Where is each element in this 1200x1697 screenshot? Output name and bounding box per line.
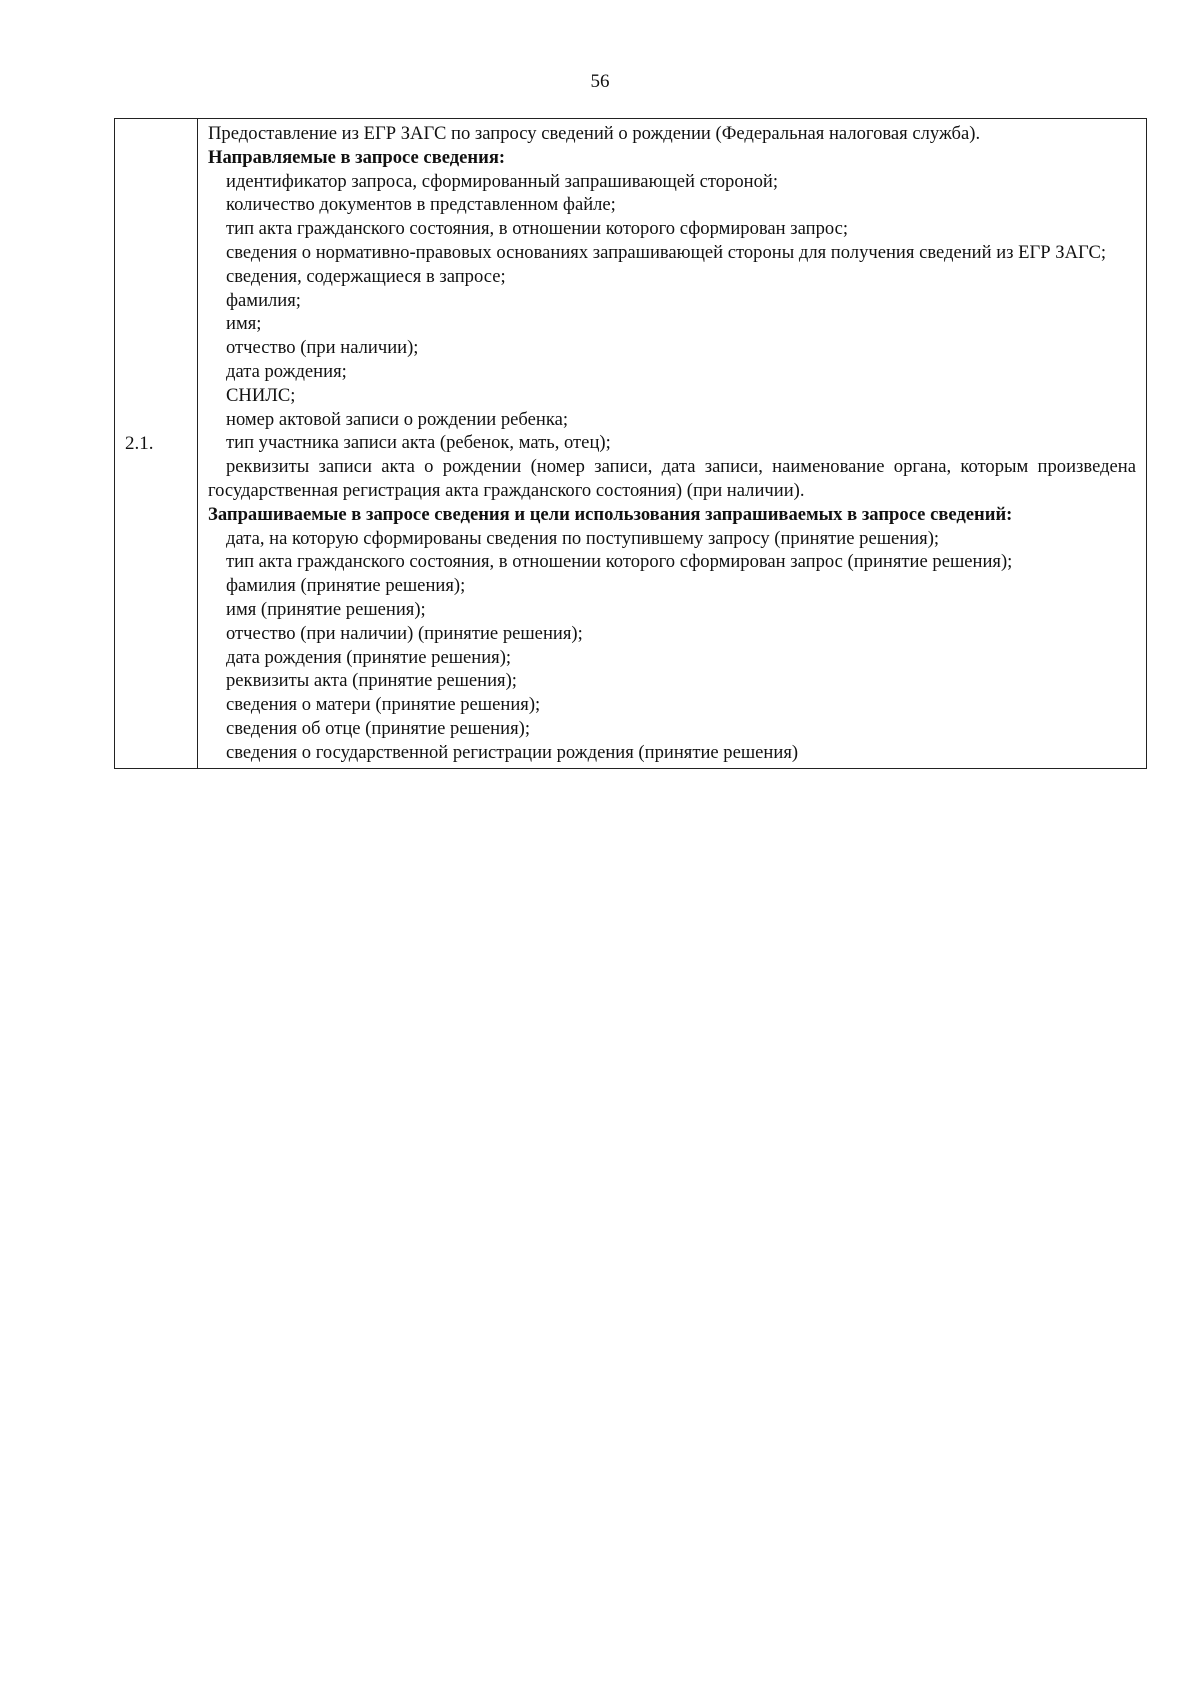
list-item: фамилия (принятие решения); [226, 575, 466, 597]
row-number: 2.1. [115, 119, 198, 769]
row-title: Предоставление из ЕГР ЗАГС по запросу сведений о рождении (Федеральная налоговая служба). [208, 123, 981, 144]
list-item: сведения об отце (принятие решения); [226, 717, 530, 739]
list-item: тип участника записи акта (ребенок, мать, отец); [226, 432, 611, 454]
list-item: дата рождения; [226, 360, 347, 382]
list-item: реквизиты акта (принятие решения); [226, 670, 517, 692]
list-item: СНИЛС; [226, 384, 296, 406]
list-item: сведения о нормативно-правовых основаниях запрашивающей стороны для получения сведений из ЕГР ЗАГС; [226, 241, 1107, 263]
list-item: идентификатор запроса, сформированный запрашивающей стороной; [226, 170, 779, 192]
list-item: дата рождения (принятие решения); [226, 646, 512, 668]
list-item: реквизиты записи акта о рождении (номер записи, дата записи, наименование органа, которым произведена государственная регистрация акта гражданского состояния) (при наличии). [208, 456, 1136, 501]
row-content [198, 119, 1147, 769]
list-item: тип акта гражданского состояния, в отношении которого сформирован запрос; [226, 218, 849, 240]
list-item: отчество (при наличии); [226, 337, 419, 359]
list-item: сведения о матери (принятие решения); [226, 694, 541, 716]
list-item: тип акта гражданского состояния, в отношении которого сформирован запрос (принятие решения); [226, 551, 1013, 573]
page-number: 56 [590, 71, 610, 92]
list-item: дата, на которую сформированы сведения по поступившему запросу (принятие решения); [226, 527, 940, 549]
list-item: количество документов в представленном файле; [226, 194, 616, 216]
list-item: фамилия; [226, 289, 301, 311]
list-item: сведения, содержащиеся в запросе; [226, 265, 506, 287]
list-item: отчество (при наличии) (принятие решения); [226, 622, 583, 644]
requested-heading: Запрашиваемые в запросе сведения и цели использования запрашиваемых в запросе сведений: [208, 503, 1013, 525]
sent-heading: Направляемые в запросе сведения: [208, 146, 506, 168]
requirements-table [114, 118, 1147, 769]
table-row [115, 119, 1147, 769]
list-item: номер актовой записи о рождении ребенка; [226, 408, 569, 430]
list-item: имя (принятие решения); [226, 598, 426, 620]
list-item: сведения о государственной регистрации рождения (принятие решения) [226, 741, 799, 763]
list-item: имя; [226, 313, 262, 335]
